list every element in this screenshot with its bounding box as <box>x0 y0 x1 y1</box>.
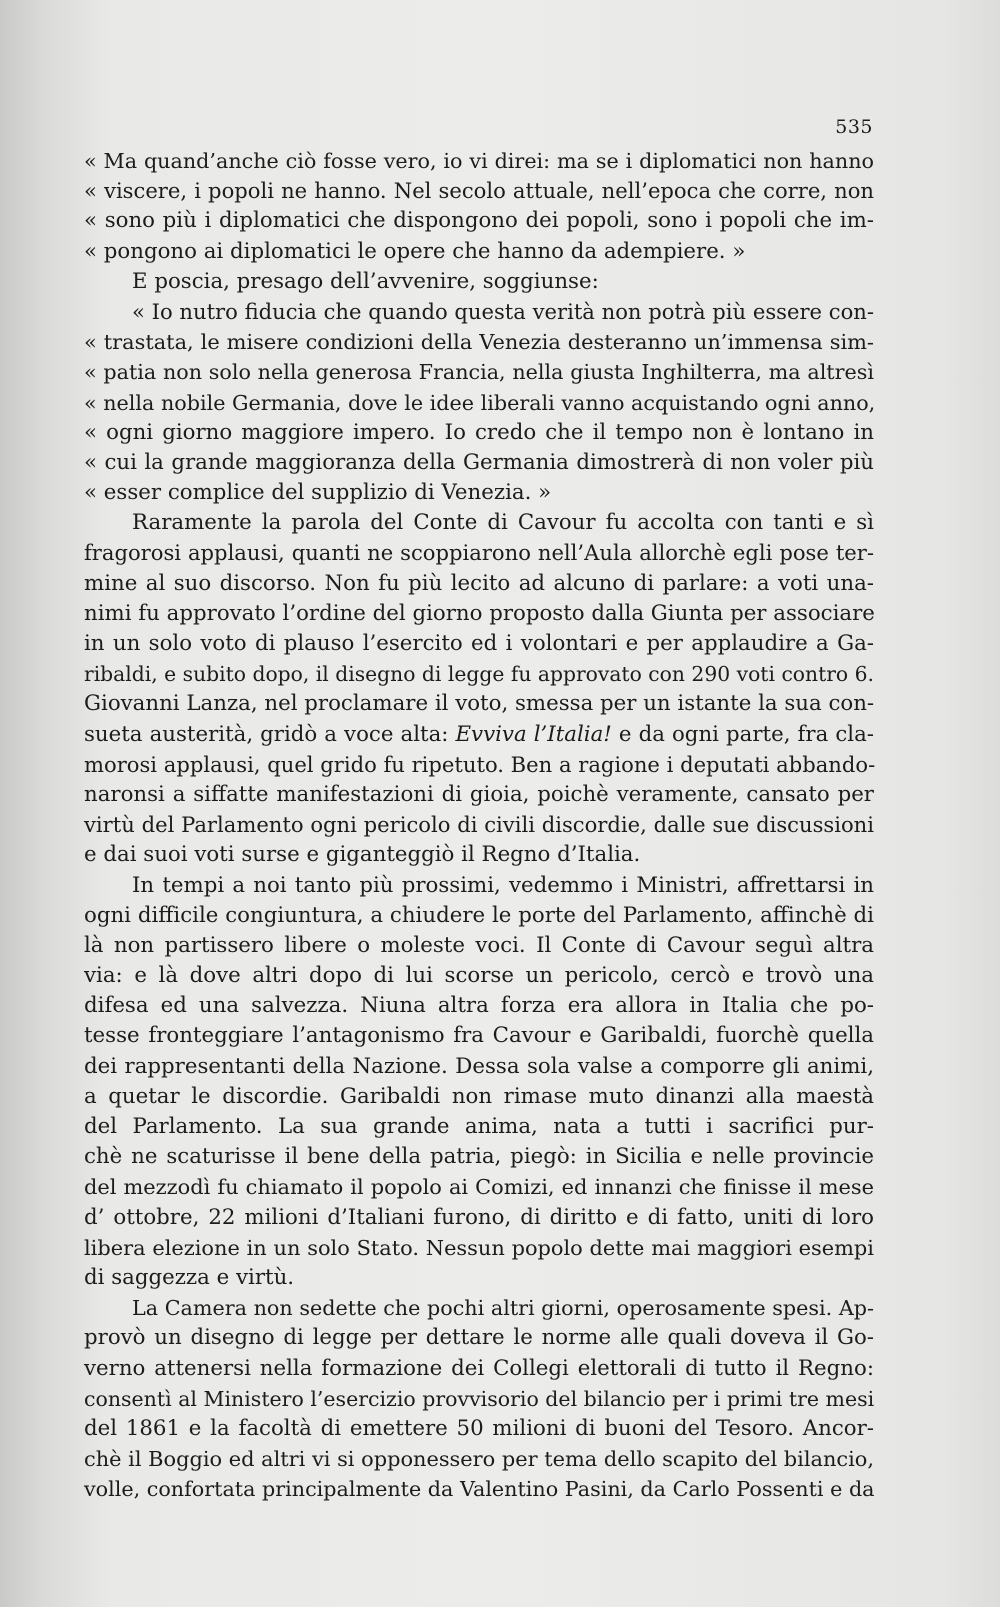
text-line: « sono più i diplomatici che dispongono dei popoli, sono i popoli che im- <box>84 208 874 234</box>
page-number: 535 <box>835 116 873 138</box>
text-line: « patia non solo nella generosa Francia, nella giusta Inghilterra, ma altresì <box>84 360 874 385</box>
text-line: « Ma quand’anche ciò fosse vero, io vi direi: ma se i diplomatici non hanno <box>84 149 874 173</box>
text-segment: sueta austerità, gridò a voce alta: <box>84 721 456 747</box>
text-line: « trastata, le misere condizioni della Venezia desteranno un’immensa sim- <box>84 330 874 355</box>
text-line: là non partissero libere o moleste voci. Il Conte di Cavour seguì altra <box>84 932 874 958</box>
text-line: « cui la grande maggioranza della Germania dimostrerà di non voler più <box>84 449 874 475</box>
text-line: La Camera non sedette che pochi altri giorni, operosamente spesi. Ap- <box>132 1296 874 1321</box>
text-line: « esser complice del supplizio di Venezia. » <box>84 480 552 506</box>
text-line: difesa ed una salvezza. Niuna altra forza era allora in Italia che po- <box>84 993 874 1019</box>
text-line: libera elezione in un solo Stato. Nessun popolo dette mai maggiori esempi <box>84 1235 874 1260</box>
text-line: ribaldi, e subito dopo, il disegno di legge fu approvato con 290 voti contro 6. <box>84 662 874 687</box>
text-segment: e da ogni parte, fra cla- <box>611 721 874 747</box>
text-line: naronsi a siffatte manifestazioni di gioia, poichè veramente, cansato per <box>84 781 874 807</box>
text-line: morosi applausi, quel grido fu ripetuto. Ben a ragione i deputati abbando- <box>84 751 876 777</box>
text-line: di saggezza e virtù. <box>84 1264 295 1290</box>
text-line: in un solo voto di plauso l’esercito ed i volontari e per applaudire a Ga- <box>84 631 874 656</box>
text-line: « pongono ai diplomatici le opere che hanno da adempiere. » <box>84 238 746 264</box>
body-text <box>84 146 874 1504</box>
text-line: nimi fu approvato l’ordine del giorno proposto dalla Giunta per associare <box>84 600 875 626</box>
text-line: verno attenersi nella formazione dei Collegi elettorali di tutto il Regno: <box>84 1355 874 1381</box>
text-line: tesse fronteggiare l’antagonismo fra Cavour e Garibaldi, fuorchè quella <box>84 1023 874 1049</box>
text-line: Giovanni Lanza, nel proclamare il voto, smessa per un istante la sua con- <box>84 691 875 717</box>
text-line: dei rappresentanti della Nazione. Dessa sola valse a comporre gli animi, <box>84 1053 874 1079</box>
text-line: provò un disegno di legge per dettare le norme alle quali doveva il Go- <box>84 1325 874 1351</box>
text-line: del 1861 e la facoltà di emettere 50 milioni di buoni del Tesoro. Ancor- <box>84 1415 874 1441</box>
text-line: « Io nutro fiducia che quando questa verità non potrà più essere con- <box>132 298 874 324</box>
text-line: d’ ottobre, 22 milioni d’Italiani furono, di diritto e di fatto, uniti di loro <box>84 1204 874 1230</box>
text-line: del Parlamento. La sua grande anima, nata a tutti i sacrifici pur- <box>84 1114 874 1139</box>
text-line: consentì al Ministero l’esercizio provvisorio del bilancio per i primi tre mesi <box>84 1386 875 1411</box>
text-line: « viscere, i popoli ne hanno. Nel secolo attuale, nell’epoca che corre, non <box>84 178 874 204</box>
text-line: fragorosi applausi, quanti ne scoppiarono nell’Aula allorchè egli pose ter- <box>84 540 874 566</box>
text-line: chè il Boggio ed altri vi si opponessero per tema dello scapito del bilancio, <box>84 1447 875 1472</box>
text-line: e dai suoi voti surse e giganteggiò il Regno d’Italia. <box>84 842 641 868</box>
text-line: mine al suo discorso. Non fu più lecito ad alcuno di parlare: a voti una- <box>84 570 874 596</box>
text-line: Raramente la parola del Conte di Cavour fu accolta con tanti e sì <box>132 510 874 536</box>
text-line: via: e là dove altri dopo di lui scorse un pericolo, cercò e trovò una <box>84 963 874 989</box>
text-line: chè ne scaturisse il bene della patria, piegò: in Sicilia e nelle provincie <box>84 1144 874 1170</box>
text-line: E poscia, presago dell’avvenire, soggiunse: <box>132 268 599 294</box>
text-line: ogni difficile congiuntura, a chiudere le porte del Parlamento, affinchè di <box>84 902 874 928</box>
text-line: In tempi a noi tanto più prossimi, vedemmo i Ministri, affrettarsi in <box>132 872 874 898</box>
text-line <box>84 720 874 750</box>
italic-exclamation: Evviva l’Italia! <box>455 721 612 747</box>
text-line: volle, confortata principalmente da Valentino Pasini, da Carlo Possenti e da <box>84 1477 875 1502</box>
text-line: « nella nobile Germania, dove le idee liberali vanno acquistando ogni anno, <box>84 390 876 415</box>
text-line: del mezzodì fu chiamato il popolo ai Comizi, ed innanzi che finisse il mese <box>84 1175 874 1200</box>
text-line: « ogni giorno maggiore impero. Io credo che il tempo non è lontano in <box>84 419 874 445</box>
text-line: a quetar le discordie. Garibaldi non rimase muto dinanzi alla maestà <box>84 1083 874 1109</box>
text-line: virtù del Parlamento ogni pericolo di civili discordie, dalle sue discussioni <box>84 812 874 838</box>
